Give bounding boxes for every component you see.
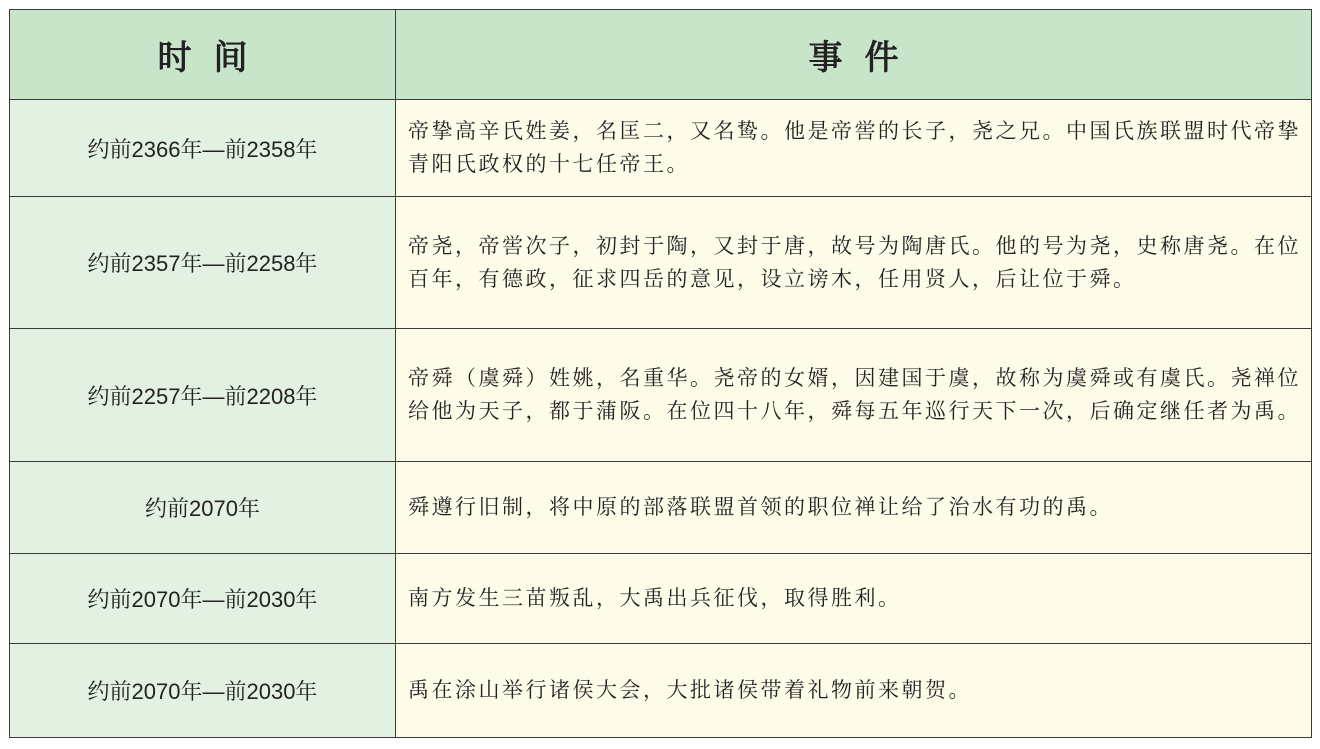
table-row (10, 554, 1312, 644)
event-cell: 帝挚高辛氏姓姜，名匡二，又名鸷。他是帝喾的长子，尧之兄。中国氏族联盟时代帝挚青阳氏政权的十七任帝王。 (396, 100, 1312, 197)
time-cell: 约前2257年—前2208年 (10, 329, 396, 462)
event-cell: 舜遵行旧制，将中原的部落联盟首领的职位禅让给了治水有功的禹。 (396, 462, 1312, 554)
time-column-header: 时间 (10, 10, 396, 100)
event-cell: 南方发生三苗叛乱，大禹出兵征伐，取得胜利。 (396, 554, 1312, 644)
event-cell: 禹在涂山举行诸侯大会，大批诸侯带着礼物前来朝贺。 (396, 644, 1312, 738)
table-row (10, 644, 1312, 738)
table-header-row (10, 10, 1312, 100)
time-cell: 约前2366年—前2358年 (10, 100, 396, 197)
time-cell: 约前2357年—前2258年 (10, 197, 396, 329)
table-row (10, 329, 1312, 462)
table-row (10, 100, 1312, 197)
event-column-header: 事件 (396, 10, 1312, 100)
history-events-table (9, 9, 1312, 738)
history-table-container (9, 9, 1311, 740)
time-cell: 约前2070年 (10, 462, 396, 554)
table-row (10, 462, 1312, 554)
time-cell: 约前2070年—前2030年 (10, 644, 396, 738)
event-cell: 帝舜（虞舜）姓姚，名重华。尧帝的女婿，因建国于虞，故称为虞舜或有虞氏。尧禅位给他为天子，都于蒲阪。在位四十八年，舜每五年巡行天下一次，后确定继任者为禹。 (396, 329, 1312, 462)
table-row (10, 197, 1312, 329)
event-cell: 帝尧，帝喾次子，初封于陶，又封于唐，故号为陶唐氏。他的号为尧，史称唐尧。在位百年，有德政，征求四岳的意见，设立谤木，任用贤人，后让位于舜。 (396, 197, 1312, 329)
time-cell: 约前2070年—前2030年 (10, 554, 396, 644)
